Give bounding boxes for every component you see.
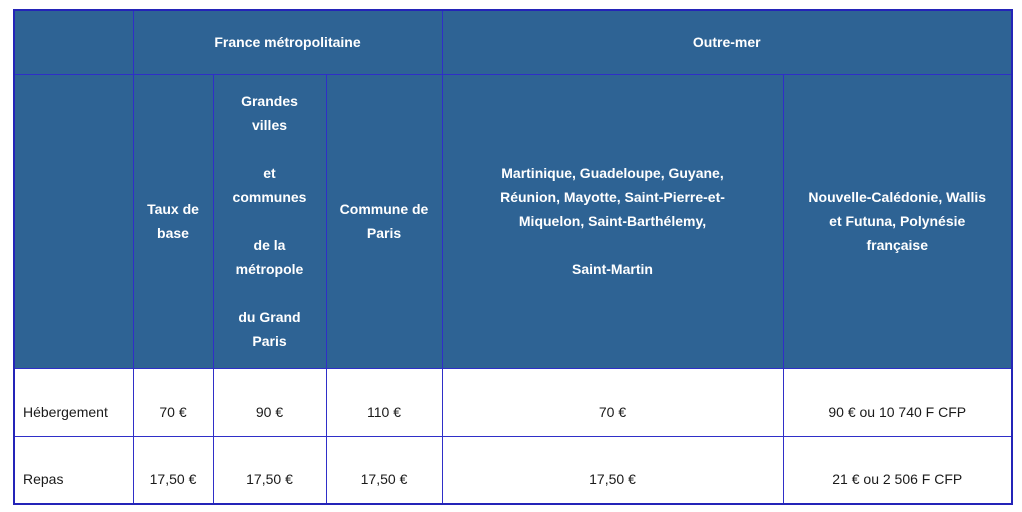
corner-header-cell (14, 10, 133, 74)
col-header-line: Saint-Martin (572, 261, 653, 277)
col-header-gap (222, 137, 318, 161)
cell-value: 90 € (213, 368, 326, 436)
col-header-dom (442, 74, 783, 368)
col-header-line: et Futuna, Polynésie (829, 213, 966, 229)
cell-value: 17,50 € (326, 436, 442, 504)
col-header-taux-base (133, 74, 213, 368)
table-row (14, 368, 1012, 436)
col-header-line: base (157, 225, 189, 241)
allowance-table (13, 9, 1013, 505)
col-header-line: Paris (252, 333, 287, 349)
cell-value: 17,50 € (442, 436, 783, 504)
col-header-pom (783, 74, 1012, 368)
col-header-gap (451, 233, 775, 257)
col-header-line: Nouvelle-Calédonie, Wallis (808, 189, 987, 205)
col-header-line: Martinique, Guadeloupe, Guyane, (501, 165, 724, 181)
cell-value: 110 € (326, 368, 442, 436)
col-header-line: métropole (235, 261, 304, 277)
cell-value: 90 € ou 10 740 F CFP (783, 368, 1012, 436)
row-label-hebergement: Hébergement (14, 368, 133, 436)
col-header-line: villes (251, 117, 288, 133)
col-header-gap (222, 209, 318, 233)
col-header-line: Miquelon, Saint-Barthélemy, (518, 213, 707, 229)
col-header-paris (326, 74, 442, 368)
cell-value: 70 € (133, 368, 213, 436)
table-row (14, 436, 1012, 504)
col-header-line: française (866, 237, 928, 253)
col-header-line: Commune de (339, 201, 429, 217)
cell-value: 70 € (442, 368, 783, 436)
col-header-line: et (263, 165, 276, 181)
cell-value: 17,50 € (133, 436, 213, 504)
col-header-gap (222, 281, 318, 305)
col-header-grandes-villes (213, 74, 326, 368)
col-header-line: communes (232, 189, 307, 205)
col-header-line: Taux de (147, 201, 199, 217)
corner-header-cell-lower (14, 74, 133, 368)
col-header-line: Réunion, Mayotte, Saint-Pierre-et- (500, 189, 725, 205)
col-header-line: du Grand (238, 309, 301, 325)
cell-value: 21 € ou 2 506 F CFP (783, 436, 1012, 504)
col-header-line: de la (253, 237, 286, 253)
group-header-outremer: Outre-mer (442, 10, 1012, 74)
col-header-line: Paris (366, 225, 402, 241)
col-header-line: Grandes (241, 93, 298, 109)
cell-value: 17,50 € (213, 436, 326, 504)
row-label-repas: Repas (14, 436, 133, 504)
group-header-france: France métropolitaine (133, 10, 442, 74)
